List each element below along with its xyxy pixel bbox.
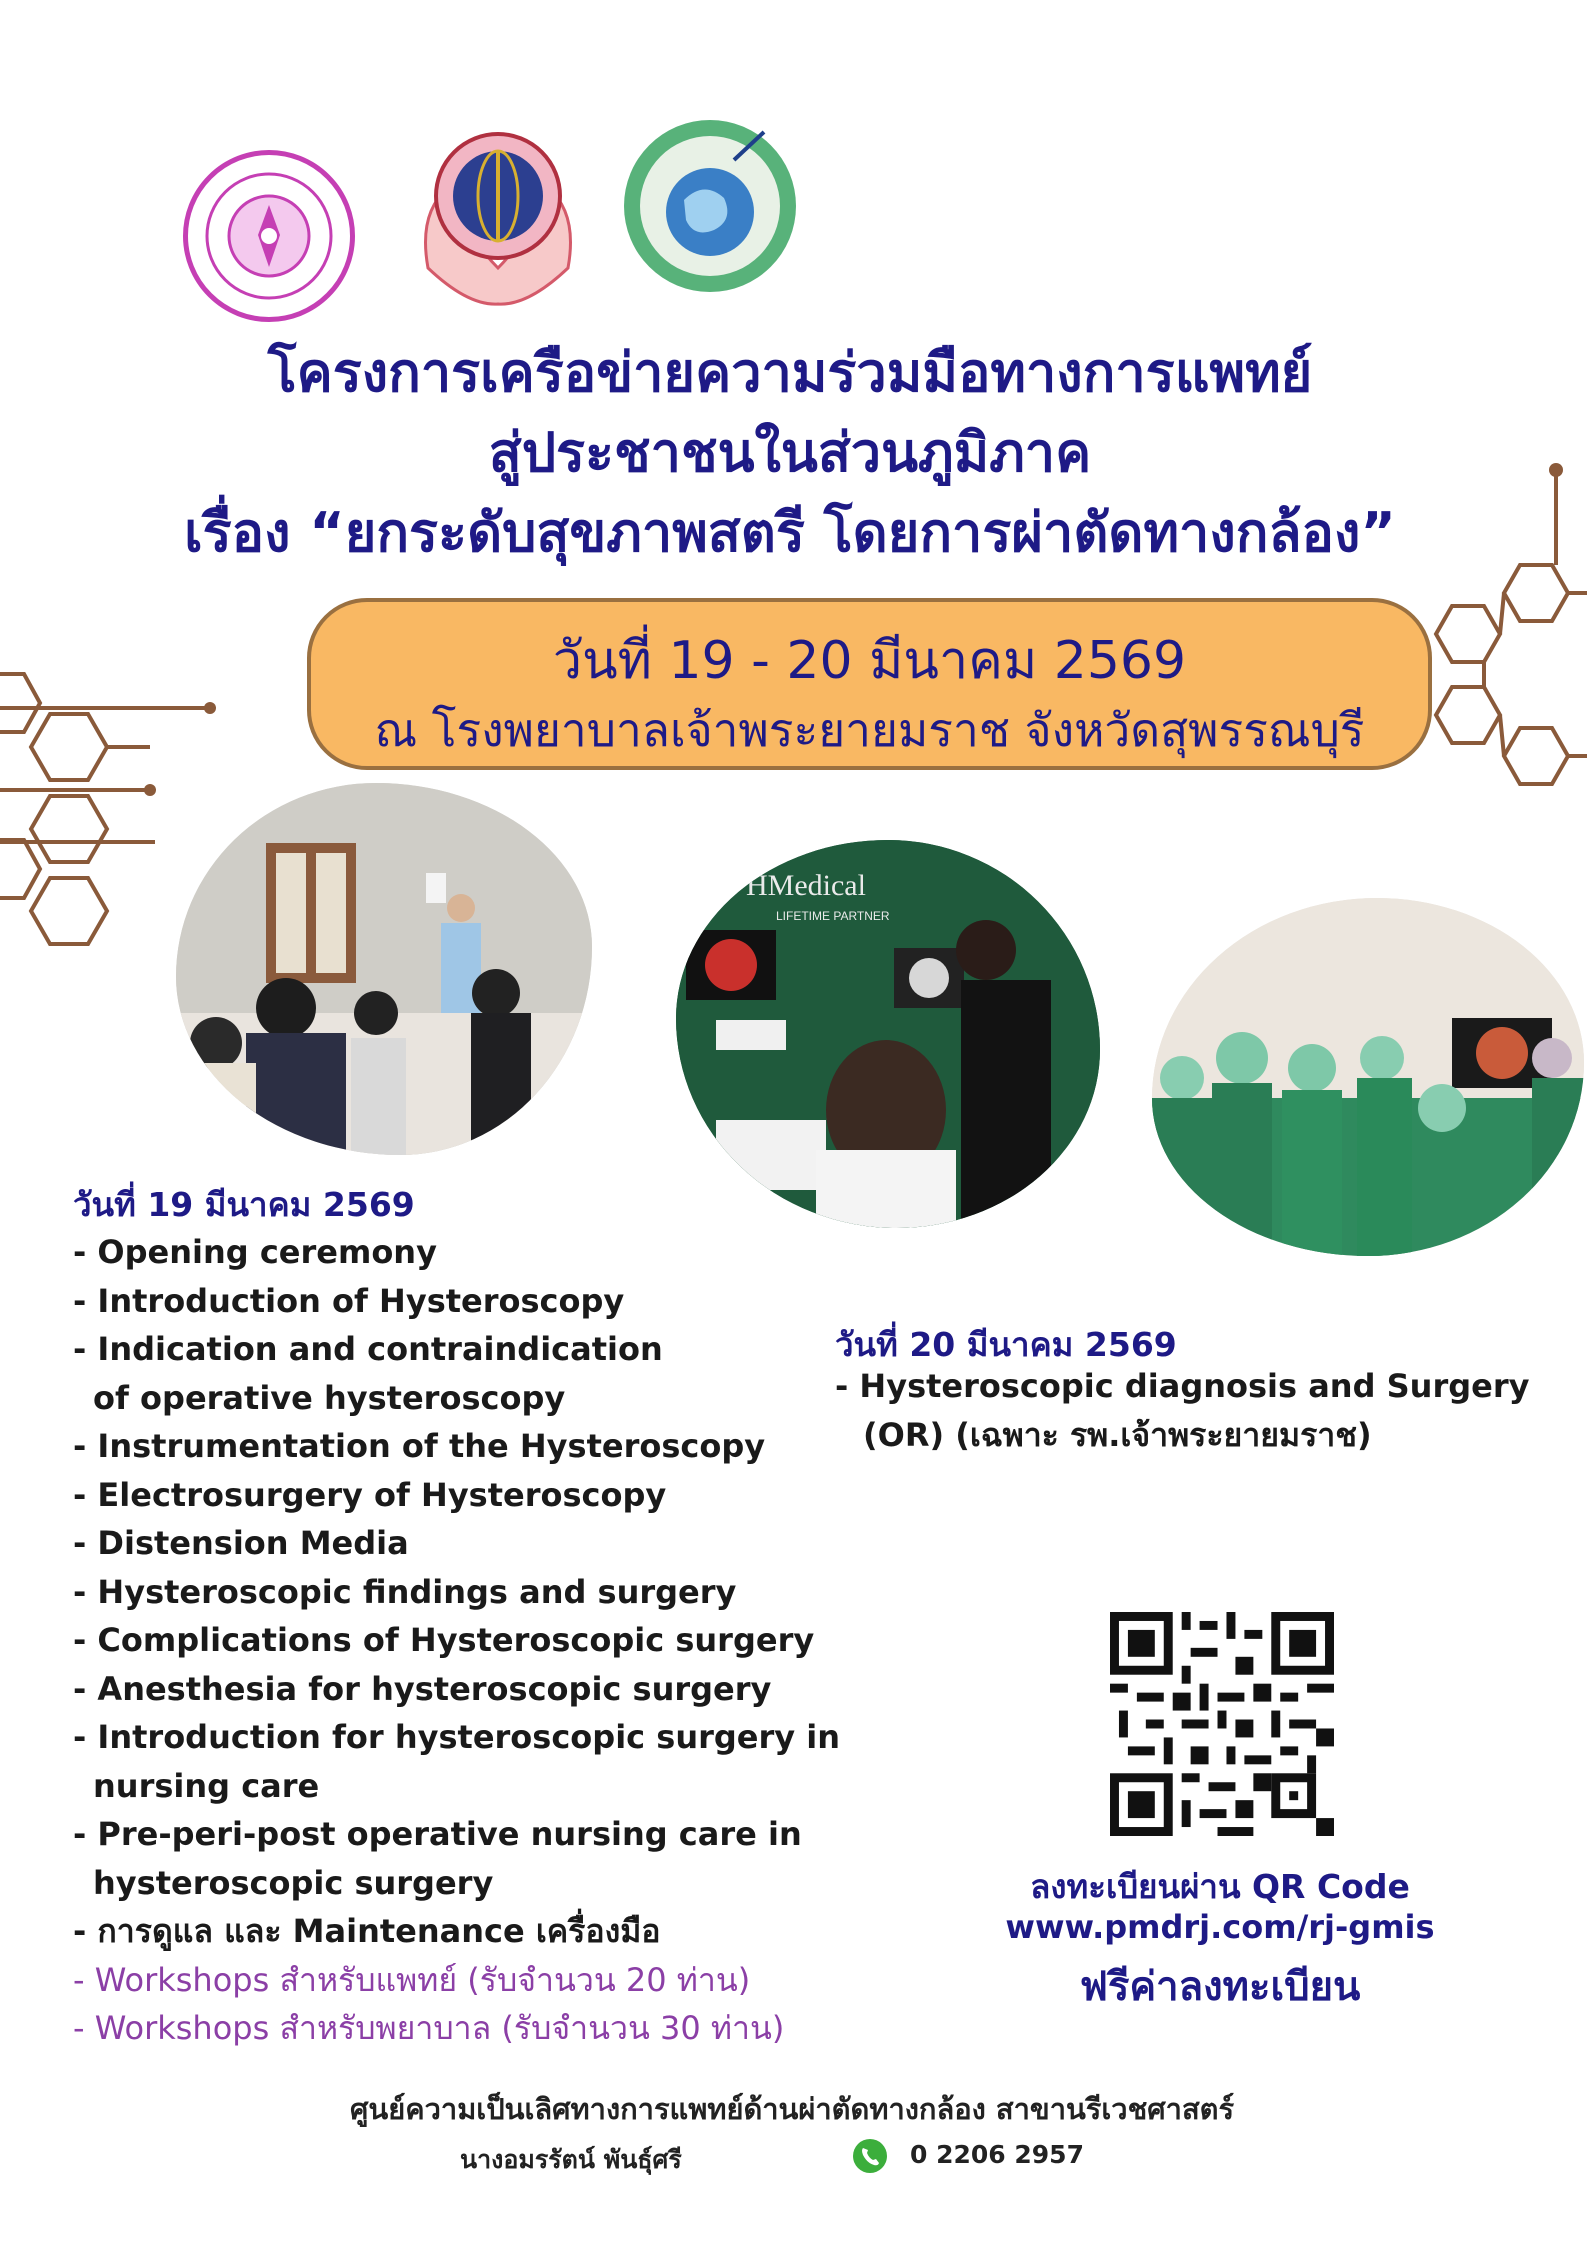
agenda-item: - Distension Media <box>73 1524 409 1562</box>
date-venue-banner <box>307 598 1432 770</box>
day2-heading: วันที่ 20 มีนาคม 2569 <box>835 1325 1177 1364</box>
agenda-item: - Electrosurgery of Hysteroscopy <box>73 1475 667 1514</box>
agenda-item-continued: hysteroscopic surgery <box>93 1863 494 1902</box>
agenda-item: - Introduction for hysteroscopic surgery in <box>73 1718 841 1756</box>
register-via-qr-label: ลงทะเบียนผ่าน QR Code <box>1030 1867 1410 1906</box>
day1-agenda-list <box>73 1228 840 2053</box>
registration-qr-code[interactable] <box>1110 1612 1334 1836</box>
agenda-item: - Pre-peri-post operative nursing care in <box>73 1815 802 1853</box>
center-of-excellence-footer: ศูนย์ความเป็นเลิศทางการแพทย์ด้านผ่าตัดทางกล้อง สาขานรีเวชศาสตร์ <box>350 2092 1235 2126</box>
hmedical-brand-text: HMedical <box>746 869 866 902</box>
workshop-item: - Workshops สำหรับแพทย์ (รับจำนวน 20 ท่าน) <box>73 1960 751 1999</box>
agenda-item: - Instrumentation of the Hysteroscopy <box>73 1427 766 1465</box>
agenda-item-continued: (OR) (เฉพาะ รพ.เจ้าพระยายมราช) <box>863 1415 1372 1454</box>
contact-name: นางอมรรัตน์ พันธุ์ศรี <box>460 2145 682 2174</box>
phone-icon <box>852 2138 888 2174</box>
free-registration-label: ฟรีค่าลงทะเบียน <box>1079 1964 1361 2010</box>
agenda-item: - Anesthesia for hysteroscopic surgery <box>73 1669 772 1708</box>
contact-phone[interactable]: 0 2206 2957 <box>910 2140 1084 2169</box>
agenda-item-continued: nursing care <box>93 1766 320 1805</box>
project-title-line3: เรื่อง “ยกระดับสุขภาพสตรี โดยการผ่าตัดทางกล้อง” <box>184 501 1396 564</box>
day1-heading: วันที่ 19 มีนาคม 2569 <box>73 1185 415 1224</box>
lifetime-partner-text: LIFETIME PARTNER <box>776 909 890 923</box>
project-title-line2: สู่ประชาชนในส่วนภูมิภาค <box>488 421 1092 484</box>
registration-url-link[interactable]: www.pmdrj.com/rj-gmis <box>1005 1908 1435 1946</box>
project-title-line1: โครงการเครือข่ายความร่วมมือทางการแพทย์ <box>267 341 1313 404</box>
workshop-item: - Workshops สำหรับพยาบาล (รับจำนวน 30 ท่าน) <box>73 2009 785 2047</box>
agenda-item: - Opening ceremony <box>73 1233 437 1271</box>
agenda-item: - Indication and contraindication <box>73 1330 663 1368</box>
rj-gmis-logo <box>624 120 796 292</box>
chaophraya-yommarat-hospital-logo <box>408 118 588 308</box>
agenda-item-continued: of operative hysteroscopy <box>93 1378 566 1417</box>
agenda-item: - Introduction of Hysteroscopy <box>73 1281 625 1320</box>
rajavithi-hospital-logo <box>183 150 355 322</box>
event-date: วันที่ 19 - 20 มีนาคม 2569 <box>552 631 1187 691</box>
agenda-item: - Hysteroscopic findings and surgery <box>73 1572 737 1611</box>
event-venue: ณ โรงพยาบาลเจ้าพระยายมราช จังหวัดสุพรรณบุรี <box>374 703 1365 757</box>
day2-agenda <box>835 1362 1529 1459</box>
agenda-item: - การดูแล และ Maintenance เครื่องมือ <box>73 1912 661 1950</box>
agenda-item: - Complications of Hysteroscopic surgery <box>73 1621 815 1659</box>
lecture-photo <box>176 783 592 1155</box>
agenda-item: - Hysteroscopic diagnosis and Surgery <box>835 1367 1530 1405</box>
